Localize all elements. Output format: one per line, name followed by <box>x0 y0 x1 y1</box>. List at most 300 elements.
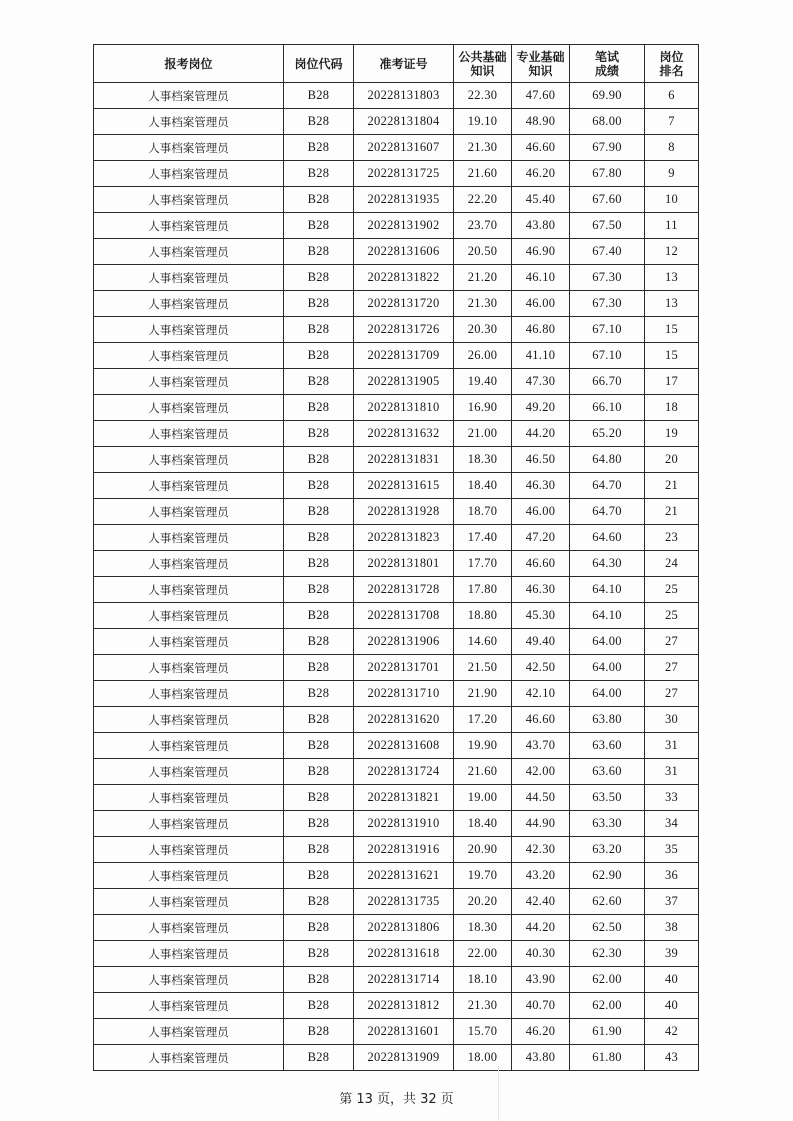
cell-code: B28 <box>284 915 354 941</box>
cell-code: B28 <box>284 993 354 1019</box>
cell-written-score: 63.60 <box>570 759 645 785</box>
cell-public-score: 18.70 <box>454 499 512 525</box>
cell-code: B28 <box>284 499 354 525</box>
cell-written-score: 62.30 <box>570 941 645 967</box>
cell-rank: 15 <box>645 317 699 343</box>
cell-ticket: 20228131810 <box>354 395 454 421</box>
cell-public-score: 20.50 <box>454 239 512 265</box>
cell-professional-score: 49.40 <box>512 629 570 655</box>
cell-ticket: 20228131708 <box>354 603 454 629</box>
cell-professional-score: 47.20 <box>512 525 570 551</box>
cell-post: 人事档案管理员 <box>94 83 284 109</box>
cell-post: 人事档案管理员 <box>94 811 284 837</box>
header-public-knowledge <box>454 45 512 83</box>
cell-public-score: 18.00 <box>454 1045 512 1071</box>
cell-written-score: 66.70 <box>570 369 645 395</box>
table-row <box>94 109 699 135</box>
cell-professional-score: 49.20 <box>512 395 570 421</box>
cell-public-score: 18.40 <box>454 473 512 499</box>
cell-code: B28 <box>284 967 354 993</box>
cell-public-score: 15.70 <box>454 1019 512 1045</box>
cell-rank: 31 <box>645 759 699 785</box>
table-row <box>94 551 699 577</box>
table-row <box>94 473 699 499</box>
cell-professional-score: 43.20 <box>512 863 570 889</box>
cell-post: 人事档案管理员 <box>94 863 284 889</box>
cell-written-score: 62.60 <box>570 889 645 915</box>
cell-ticket: 20228131803 <box>354 83 454 109</box>
cell-written-score: 67.50 <box>570 213 645 239</box>
cell-code: B28 <box>284 603 354 629</box>
cell-rank: 39 <box>645 941 699 967</box>
cell-public-score: 18.40 <box>454 811 512 837</box>
cell-rank: 18 <box>645 395 699 421</box>
cell-post: 人事档案管理员 <box>94 785 284 811</box>
table-row <box>94 811 699 837</box>
header-rank-line2: 排名 <box>659 63 684 78</box>
cell-rank: 15 <box>645 343 699 369</box>
table-row <box>94 785 699 811</box>
cell-professional-score: 46.30 <box>512 577 570 603</box>
table-row <box>94 291 699 317</box>
cell-rank: 40 <box>645 967 699 993</box>
cell-professional-score: 46.90 <box>512 239 570 265</box>
cell-post: 人事档案管理员 <box>94 499 284 525</box>
cell-code: B28 <box>284 837 354 863</box>
table-row <box>94 187 699 213</box>
cell-written-score: 67.60 <box>570 187 645 213</box>
cell-written-score: 67.40 <box>570 239 645 265</box>
header-post: 报考岗位 <box>94 45 284 83</box>
cell-professional-score: 46.20 <box>512 161 570 187</box>
cell-public-score: 18.30 <box>454 447 512 473</box>
cell-post: 人事档案管理员 <box>94 759 284 785</box>
cell-post: 人事档案管理员 <box>94 1019 284 1045</box>
cell-post: 人事档案管理员 <box>94 707 284 733</box>
cell-post: 人事档案管理员 <box>94 473 284 499</box>
cell-rank: 36 <box>645 863 699 889</box>
cell-post: 人事档案管理员 <box>94 421 284 447</box>
cell-code: B28 <box>284 811 354 837</box>
cell-post: 人事档案管理员 <box>94 733 284 759</box>
table-row <box>94 265 699 291</box>
cell-written-score: 64.10 <box>570 577 645 603</box>
cell-public-score: 22.00 <box>454 941 512 967</box>
cell-rank: 27 <box>645 629 699 655</box>
cell-code: B28 <box>284 941 354 967</box>
table-row <box>94 681 699 707</box>
cell-post: 人事档案管理员 <box>94 681 284 707</box>
cell-post: 人事档案管理员 <box>94 109 284 135</box>
cell-professional-score: 47.60 <box>512 83 570 109</box>
cell-post: 人事档案管理员 <box>94 291 284 317</box>
cell-rank: 30 <box>645 707 699 733</box>
cell-rank: 9 <box>645 161 699 187</box>
cell-post: 人事档案管理员 <box>94 525 284 551</box>
cell-post: 人事档案管理员 <box>94 629 284 655</box>
cell-code: B28 <box>284 343 354 369</box>
cell-post: 人事档案管理员 <box>94 239 284 265</box>
cell-rank: 43 <box>645 1045 699 1071</box>
cell-public-score: 17.40 <box>454 525 512 551</box>
cell-code: B28 <box>284 707 354 733</box>
cell-professional-score: 42.00 <box>512 759 570 785</box>
cell-ticket: 20228131709 <box>354 343 454 369</box>
cell-public-score: 21.50 <box>454 655 512 681</box>
cell-written-score: 64.80 <box>570 447 645 473</box>
cell-code: B28 <box>284 161 354 187</box>
cell-ticket: 20228131812 <box>354 993 454 1019</box>
cell-public-score: 17.70 <box>454 551 512 577</box>
cell-rank: 19 <box>645 421 699 447</box>
header-code: 岗位代码 <box>284 45 354 83</box>
cell-post: 人事档案管理员 <box>94 1045 284 1071</box>
cell-professional-score: 40.70 <box>512 993 570 1019</box>
cell-rank: 10 <box>645 187 699 213</box>
table-row <box>94 1019 699 1045</box>
cell-professional-score: 45.30 <box>512 603 570 629</box>
table-row <box>94 499 699 525</box>
table-row <box>94 733 699 759</box>
cell-rank: 11 <box>645 213 699 239</box>
cell-written-score: 62.90 <box>570 863 645 889</box>
table-row <box>94 629 699 655</box>
cell-code: B28 <box>284 109 354 135</box>
cell-post: 人事档案管理员 <box>94 577 284 603</box>
cell-written-score: 67.30 <box>570 291 645 317</box>
cell-public-score: 17.20 <box>454 707 512 733</box>
cell-post: 人事档案管理员 <box>94 447 284 473</box>
cell-code: B28 <box>284 291 354 317</box>
cell-rank: 17 <box>645 369 699 395</box>
header-professional-line1: 专业基础 <box>516 49 565 64</box>
cell-code: B28 <box>284 863 354 889</box>
cell-professional-score: 46.00 <box>512 499 570 525</box>
table-row <box>94 759 699 785</box>
cell-ticket: 20228131606 <box>354 239 454 265</box>
cell-public-score: 18.10 <box>454 967 512 993</box>
cell-public-score: 20.90 <box>454 837 512 863</box>
cell-ticket: 20228131726 <box>354 317 454 343</box>
table-row <box>94 837 699 863</box>
table-row <box>94 421 699 447</box>
cell-public-score: 16.90 <box>454 395 512 421</box>
cell-post: 人事档案管理员 <box>94 161 284 187</box>
cell-professional-score: 44.20 <box>512 915 570 941</box>
table-row <box>94 135 699 161</box>
cell-written-score: 64.00 <box>570 681 645 707</box>
page-number: 第 13 页，共 32 页 <box>339 1092 454 1107</box>
table-row <box>94 447 699 473</box>
cell-rank: 21 <box>645 473 699 499</box>
cell-code: B28 <box>284 239 354 265</box>
table-row <box>94 941 699 967</box>
cell-ticket: 20228131909 <box>354 1045 454 1071</box>
cell-rank: 25 <box>645 603 699 629</box>
cell-code: B28 <box>284 889 354 915</box>
cell-ticket: 20228131821 <box>354 785 454 811</box>
cell-rank: 34 <box>645 811 699 837</box>
cell-ticket: 20228131906 <box>354 629 454 655</box>
table-row <box>94 603 699 629</box>
cell-professional-score: 46.60 <box>512 135 570 161</box>
cell-ticket: 20228131608 <box>354 733 454 759</box>
cell-professional-score: 42.40 <box>512 889 570 915</box>
cell-written-score: 67.90 <box>570 135 645 161</box>
cell-ticket: 20228131905 <box>354 369 454 395</box>
cell-public-score: 19.40 <box>454 369 512 395</box>
cell-post: 人事档案管理员 <box>94 915 284 941</box>
header-public-line1: 公共基础 <box>458 49 507 64</box>
cell-professional-score: 45.40 <box>512 187 570 213</box>
header-professional-knowledge <box>512 45 570 83</box>
cell-ticket: 20228131714 <box>354 967 454 993</box>
cell-code: B28 <box>284 551 354 577</box>
cell-rank: 21 <box>645 499 699 525</box>
cell-professional-score: 46.50 <box>512 447 570 473</box>
cell-rank: 20 <box>645 447 699 473</box>
header-public-line2: 知识 <box>470 63 495 78</box>
cell-rank: 23 <box>645 525 699 551</box>
cell-post: 人事档案管理员 <box>94 655 284 681</box>
table-row <box>94 213 699 239</box>
cell-professional-score: 43.90 <box>512 967 570 993</box>
cell-code: B28 <box>284 1045 354 1071</box>
cell-professional-score: 46.00 <box>512 291 570 317</box>
cell-written-score: 63.20 <box>570 837 645 863</box>
cell-rank: 27 <box>645 681 699 707</box>
cell-ticket: 20228131806 <box>354 915 454 941</box>
cell-ticket: 20228131701 <box>354 655 454 681</box>
cell-post: 人事档案管理员 <box>94 317 284 343</box>
cell-written-score: 62.00 <box>570 993 645 1019</box>
cell-professional-score: 40.30 <box>512 941 570 967</box>
cell-professional-score: 42.10 <box>512 681 570 707</box>
cell-rank: 38 <box>645 915 699 941</box>
cell-ticket: 20228131804 <box>354 109 454 135</box>
cell-post: 人事档案管理员 <box>94 889 284 915</box>
table-row <box>94 863 699 889</box>
cell-professional-score: 46.20 <box>512 1019 570 1045</box>
cell-ticket: 20228131724 <box>354 759 454 785</box>
cell-post: 人事档案管理员 <box>94 395 284 421</box>
cell-ticket: 20228131928 <box>354 499 454 525</box>
cell-code: B28 <box>284 395 354 421</box>
cell-ticket: 20228131607 <box>354 135 454 161</box>
cell-ticket: 20228131621 <box>354 863 454 889</box>
cell-ticket: 20228131615 <box>354 473 454 499</box>
cell-ticket: 20228131720 <box>354 291 454 317</box>
table-header <box>94 45 699 83</box>
cell-written-score: 62.00 <box>570 967 645 993</box>
cell-professional-score: 46.30 <box>512 473 570 499</box>
cell-professional-score: 42.30 <box>512 837 570 863</box>
cell-professional-score: 44.20 <box>512 421 570 447</box>
cell-post: 人事档案管理员 <box>94 135 284 161</box>
cell-code: B28 <box>284 447 354 473</box>
cell-post: 人事档案管理员 <box>94 187 284 213</box>
cell-post: 人事档案管理员 <box>94 551 284 577</box>
cell-rank: 37 <box>645 889 699 915</box>
cell-public-score: 20.20 <box>454 889 512 915</box>
cell-ticket: 20228131725 <box>354 161 454 187</box>
table-body <box>94 83 699 1071</box>
header-rank <box>645 45 699 83</box>
cell-public-score: 19.90 <box>454 733 512 759</box>
cell-professional-score: 46.80 <box>512 317 570 343</box>
cell-written-score: 66.10 <box>570 395 645 421</box>
cell-rank: 24 <box>645 551 699 577</box>
cell-written-score: 62.50 <box>570 915 645 941</box>
cell-code: B28 <box>284 83 354 109</box>
cell-rank: 12 <box>645 239 699 265</box>
cell-public-score: 21.00 <box>454 421 512 447</box>
cell-ticket: 20228131910 <box>354 811 454 837</box>
cell-post: 人事档案管理员 <box>94 967 284 993</box>
cell-professional-score: 47.30 <box>512 369 570 395</box>
cell-code: B28 <box>284 681 354 707</box>
cell-written-score: 64.70 <box>570 499 645 525</box>
cell-rank: 13 <box>645 265 699 291</box>
cell-written-score: 61.90 <box>570 1019 645 1045</box>
table-row <box>94 525 699 551</box>
cell-ticket: 20228131618 <box>354 941 454 967</box>
cell-code: B28 <box>284 317 354 343</box>
score-table <box>93 44 699 1071</box>
cell-code: B28 <box>284 1019 354 1045</box>
cell-public-score: 21.30 <box>454 135 512 161</box>
cell-public-score: 26.00 <box>454 343 512 369</box>
cell-written-score: 63.80 <box>570 707 645 733</box>
cell-written-score: 61.80 <box>570 1045 645 1071</box>
cell-written-score: 67.30 <box>570 265 645 291</box>
cell-written-score: 69.90 <box>570 83 645 109</box>
cell-code: B28 <box>284 473 354 499</box>
cell-code: B28 <box>284 369 354 395</box>
cell-public-score: 19.10 <box>454 109 512 135</box>
cell-post: 人事档案管理员 <box>94 343 284 369</box>
cell-written-score: 64.10 <box>570 603 645 629</box>
table-row <box>94 655 699 681</box>
cell-code: B28 <box>284 525 354 551</box>
cell-rank: 35 <box>645 837 699 863</box>
cell-post: 人事档案管理员 <box>94 369 284 395</box>
cell-post: 人事档案管理员 <box>94 941 284 967</box>
cell-code: B28 <box>284 629 354 655</box>
cell-public-score: 22.30 <box>454 83 512 109</box>
cell-ticket: 20228131822 <box>354 265 454 291</box>
table-row <box>94 967 699 993</box>
cell-ticket: 20228131735 <box>354 889 454 915</box>
cell-public-score: 19.00 <box>454 785 512 811</box>
cell-rank: 8 <box>645 135 699 161</box>
cell-code: B28 <box>284 135 354 161</box>
cell-ticket: 20228131831 <box>354 447 454 473</box>
cell-professional-score: 46.10 <box>512 265 570 291</box>
cell-professional-score: 41.10 <box>512 343 570 369</box>
cell-public-score: 21.20 <box>454 265 512 291</box>
cell-public-score: 20.30 <box>454 317 512 343</box>
cell-professional-score: 46.60 <box>512 707 570 733</box>
cell-public-score: 14.60 <box>454 629 512 655</box>
table-row <box>94 1045 699 1071</box>
cell-ticket: 20228131916 <box>354 837 454 863</box>
cell-ticket: 20228131632 <box>354 421 454 447</box>
cell-written-score: 63.30 <box>570 811 645 837</box>
cell-written-score: 64.70 <box>570 473 645 499</box>
table-row <box>94 707 699 733</box>
cell-ticket: 20228131728 <box>354 577 454 603</box>
cell-rank: 31 <box>645 733 699 759</box>
cell-ticket: 20228131710 <box>354 681 454 707</box>
cell-ticket: 20228131601 <box>354 1019 454 1045</box>
cell-professional-score: 46.60 <box>512 551 570 577</box>
cell-professional-score: 43.80 <box>512 1045 570 1071</box>
cell-code: B28 <box>284 213 354 239</box>
cell-code: B28 <box>284 577 354 603</box>
cell-public-score: 21.30 <box>454 291 512 317</box>
cell-post: 人事档案管理员 <box>94 265 284 291</box>
cell-ticket: 20228131902 <box>354 213 454 239</box>
cell-written-score: 65.20 <box>570 421 645 447</box>
cell-rank: 25 <box>645 577 699 603</box>
table-row <box>94 317 699 343</box>
cell-ticket: 20228131801 <box>354 551 454 577</box>
header-written-score <box>570 45 645 83</box>
cell-written-score: 64.00 <box>570 629 645 655</box>
cell-rank: 13 <box>645 291 699 317</box>
table-row <box>94 343 699 369</box>
table-row <box>94 395 699 421</box>
cell-professional-score: 43.80 <box>512 213 570 239</box>
cell-ticket: 20228131620 <box>354 707 454 733</box>
cell-rank: 7 <box>645 109 699 135</box>
cell-professional-score: 42.50 <box>512 655 570 681</box>
cell-post: 人事档案管理员 <box>94 993 284 1019</box>
cell-public-score: 21.90 <box>454 681 512 707</box>
cell-public-score: 21.30 <box>454 993 512 1019</box>
cell-public-score: 21.60 <box>454 161 512 187</box>
cell-written-score: 64.30 <box>570 551 645 577</box>
cell-code: B28 <box>284 265 354 291</box>
table-row <box>94 239 699 265</box>
cell-code: B28 <box>284 187 354 213</box>
header-written-line2: 成绩 <box>594 63 619 78</box>
cell-public-score: 22.20 <box>454 187 512 213</box>
cell-public-score: 23.70 <box>454 213 512 239</box>
cell-written-score: 68.00 <box>570 109 645 135</box>
cell-rank: 42 <box>645 1019 699 1045</box>
cell-code: B28 <box>284 421 354 447</box>
header-ticket: 准考证号 <box>354 45 454 83</box>
cell-written-score: 64.00 <box>570 655 645 681</box>
cell-rank: 33 <box>645 785 699 811</box>
table-row <box>94 369 699 395</box>
table-row <box>94 889 699 915</box>
table-row <box>94 83 699 109</box>
cell-public-score: 19.70 <box>454 863 512 889</box>
header-row <box>94 45 699 83</box>
cell-written-score: 67.80 <box>570 161 645 187</box>
cell-post: 人事档案管理员 <box>94 213 284 239</box>
cell-ticket: 20228131823 <box>354 525 454 551</box>
cell-code: B28 <box>284 733 354 759</box>
cell-post: 人事档案管理员 <box>94 837 284 863</box>
cell-code: B28 <box>284 759 354 785</box>
table-row <box>94 577 699 603</box>
cell-public-score: 18.30 <box>454 915 512 941</box>
cell-written-score: 63.50 <box>570 785 645 811</box>
